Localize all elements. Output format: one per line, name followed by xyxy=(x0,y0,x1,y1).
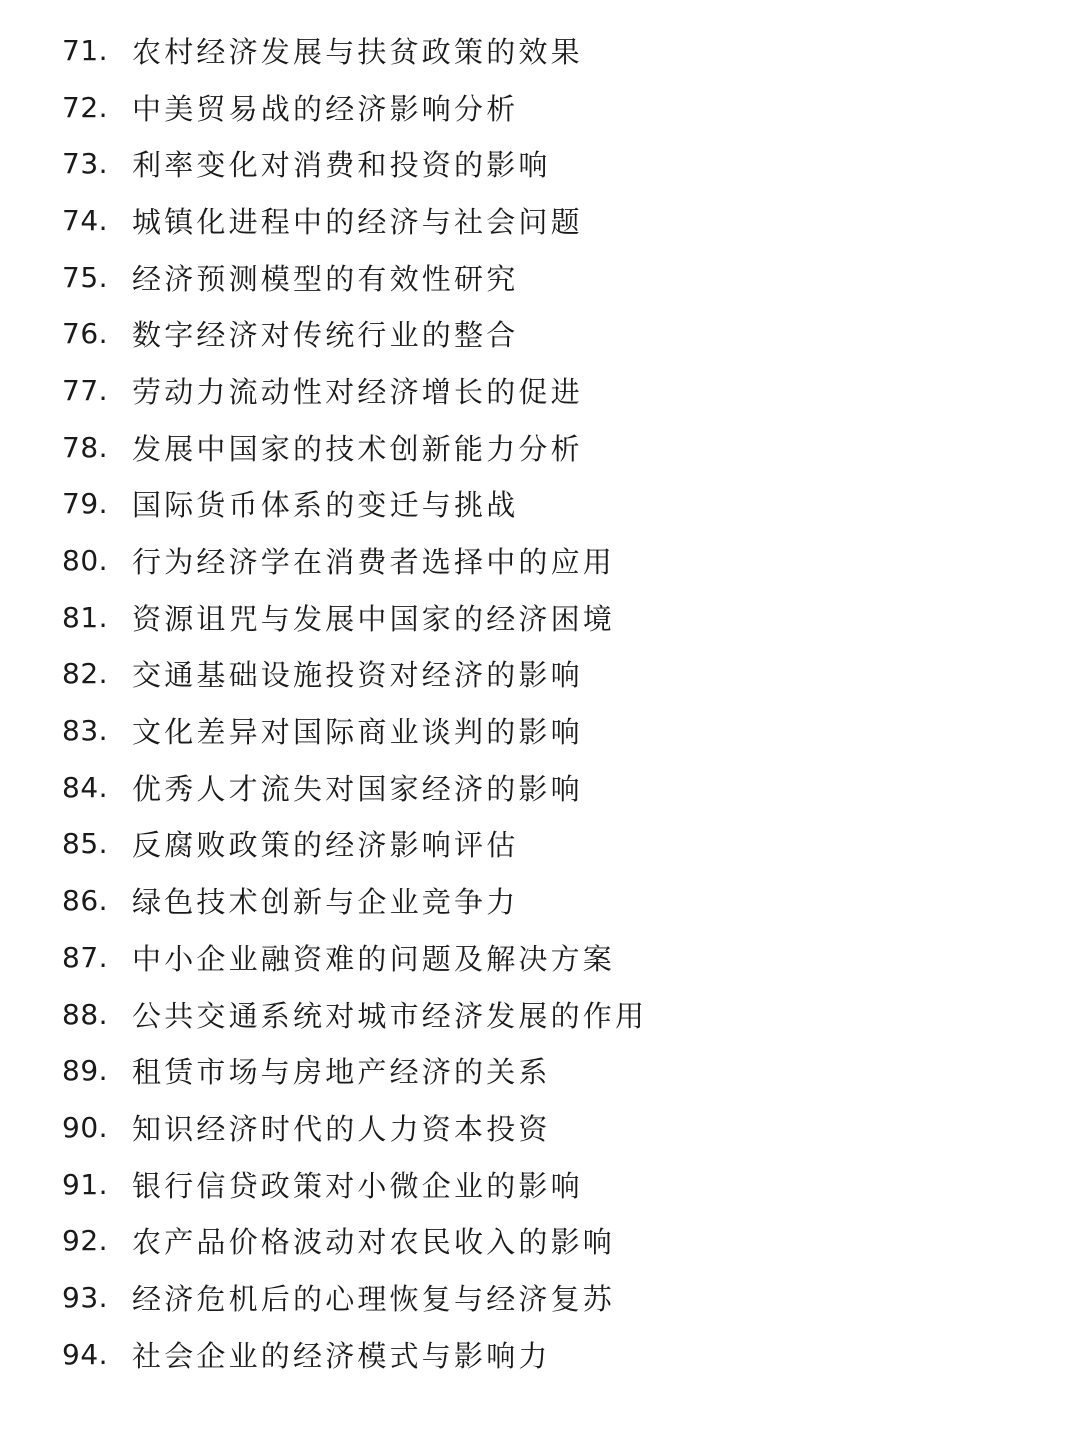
topic-title: 数字经济对传统行业的整合 xyxy=(132,318,519,353)
list-item xyxy=(62,816,647,873)
list-item xyxy=(62,362,647,419)
topic-title: 国际货币体系的变迁与挑战 xyxy=(132,488,519,523)
topic-number: 93. xyxy=(62,1280,109,1314)
list-item xyxy=(62,1156,647,1213)
list-item xyxy=(62,1326,647,1383)
list-item xyxy=(62,759,647,816)
topic-number: 88. xyxy=(62,997,109,1031)
list-item xyxy=(62,476,647,533)
topic-number: 73. xyxy=(62,147,109,181)
topic-number: 84. xyxy=(62,770,109,804)
list-item xyxy=(62,249,647,306)
topic-title: 社会企业的经济模式与影响力 xyxy=(132,1338,551,1373)
topic-number: 77. xyxy=(62,373,109,407)
topic-title: 租赁市场与房地产经济的关系 xyxy=(132,1055,551,1090)
topic-title: 中美贸易战的经济影响分析 xyxy=(132,91,519,126)
list-item xyxy=(62,646,647,703)
topic-title: 交通基础设施投资对经济的影响 xyxy=(132,658,583,693)
topic-number: 81. xyxy=(62,600,109,634)
topic-title: 反腐败政策的经济影响评估 xyxy=(132,828,519,863)
list-item xyxy=(62,135,647,192)
list-item xyxy=(62,589,647,646)
topic-number: 85. xyxy=(62,827,109,861)
topic-number: 89. xyxy=(62,1054,109,1088)
topic-list xyxy=(62,22,647,1383)
list-item xyxy=(62,929,647,986)
topic-number: 80. xyxy=(62,544,109,578)
list-item xyxy=(62,986,647,1043)
topic-number: 74. xyxy=(62,203,109,237)
topic-title: 农产品价格波动对农民收入的影响 xyxy=(132,1225,616,1260)
topic-title: 优秀人才流失对国家经济的影响 xyxy=(132,771,583,806)
topic-number: 82. xyxy=(62,657,109,691)
topic-title: 农村经济发展与扶贫政策的效果 xyxy=(132,34,583,69)
topic-title: 经济预测模型的有效性研究 xyxy=(132,261,519,296)
topic-number: 92. xyxy=(62,1224,109,1258)
list-item xyxy=(62,872,647,929)
list-item xyxy=(62,79,647,136)
topic-number: 72. xyxy=(62,90,109,124)
list-item xyxy=(62,419,647,476)
topic-title: 经济危机后的心理恢复与经济复苏 xyxy=(132,1281,616,1316)
topic-number: 87. xyxy=(62,940,109,974)
topic-title: 发展中国家的技术创新能力分析 xyxy=(132,431,583,466)
list-item xyxy=(62,1099,647,1156)
topic-title: 行为经济学在消费者选择中的应用 xyxy=(132,545,616,580)
topic-number: 86. xyxy=(62,884,109,918)
list-item xyxy=(62,22,647,79)
topic-title: 知识经济时代的人力资本投资 xyxy=(132,1111,551,1146)
list-item xyxy=(62,1212,647,1269)
list-item xyxy=(62,1269,647,1326)
topic-title: 资源诅咒与发展中国家的经济困境 xyxy=(132,601,616,636)
topic-number: 91. xyxy=(62,1167,109,1201)
list-item xyxy=(62,305,647,362)
topic-title: 银行信贷政策对小微企业的影响 xyxy=(132,1168,583,1203)
topic-number: 94. xyxy=(62,1337,109,1371)
topic-title: 城镇化进程中的经济与社会问题 xyxy=(132,204,583,239)
topic-title: 绿色技术创新与企业竞争力 xyxy=(132,885,519,920)
topic-number: 79. xyxy=(62,487,109,521)
topic-number: 90. xyxy=(62,1110,109,1144)
topic-number: 76. xyxy=(62,317,109,351)
topic-title: 文化差异对国际商业谈判的影响 xyxy=(132,715,583,750)
topic-title: 公共交通系统对城市经济发展的作用 xyxy=(132,998,648,1033)
list-item xyxy=(62,702,647,759)
topic-title: 利率变化对消费和投资的影响 xyxy=(132,148,551,183)
topic-number: 75. xyxy=(62,260,109,294)
topic-title: 中小企业融资难的问题及解决方案 xyxy=(132,941,616,976)
list-item xyxy=(62,1042,647,1099)
list-item xyxy=(62,192,647,249)
list-item xyxy=(62,532,647,589)
topic-number: 78. xyxy=(62,430,109,464)
topic-number: 83. xyxy=(62,714,109,748)
topic-number: 71. xyxy=(62,33,109,67)
topic-title: 劳动力流动性对经济增长的促进 xyxy=(132,374,583,409)
